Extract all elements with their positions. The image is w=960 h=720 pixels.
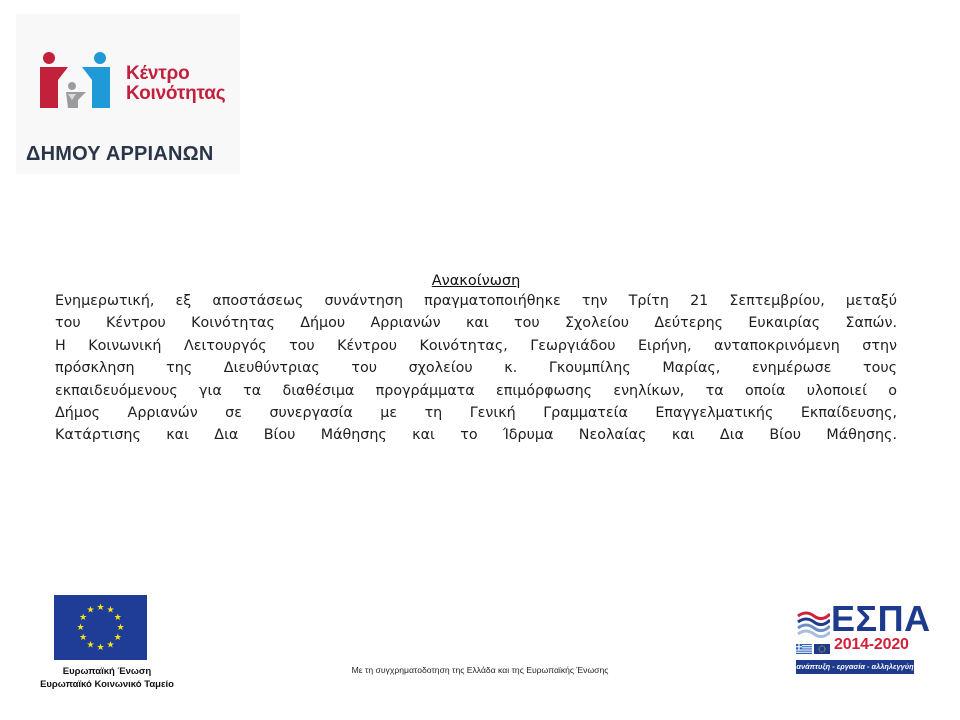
- community-center-logo-icon: [38, 50, 112, 112]
- announcement-title: Ανακοίνωση: [431, 273, 521, 289]
- eu-caption: [12, 665, 202, 691]
- greek-flag-icon: [796, 644, 812, 654]
- svg-text:★: ★: [96, 603, 105, 613]
- svg-text:★: ★: [79, 633, 88, 643]
- eu-mini-flag-icon: [814, 644, 830, 654]
- announcement-body: [55, 290, 897, 447]
- eu-caption-line-2: Ευρωπαϊκό Κοινωνικό Ταμείο: [40, 679, 174, 690]
- announcement: [55, 272, 897, 447]
- svg-text:★: ★: [106, 605, 115, 616]
- svg-text:★: ★: [86, 640, 95, 651]
- eu-flag-icon: [54, 595, 147, 660]
- logo-line-2: Κοινότητας: [126, 83, 226, 104]
- announcement-line: Κατάρτισης και Δια Βίου Μάθησης και το Ίδρυμα Νεολαίας και Δια Βίου Μάθησης.: [55, 427, 897, 444]
- svg-text:★: ★: [113, 613, 122, 623]
- municipality-heading: ΔΗΜΟΥ ΑΡΡΙΑΝΩΝ: [26, 143, 214, 165]
- announcement-line: του Κέντρου Κοινότητας Δήμου Αρριανών και του Σχολείου Δεύτερης Ευκαιρίας Σαπών.: [55, 315, 897, 332]
- espa-logo: [796, 598, 931, 680]
- logo-wordmark: [126, 64, 225, 104]
- svg-text:★: ★: [96, 643, 105, 653]
- svg-text:★: ★: [113, 633, 122, 643]
- espa-waves-icon: [796, 608, 830, 638]
- eu-caption-line-1: Ευρωπαϊκή Ένωση: [62, 666, 152, 677]
- announcement-line: Δήμος Αρριανών σε συνεργασία με τη Γενική Γραμματεία Επαγγελματικής Εκπαίδευσης,: [55, 405, 897, 422]
- announcement-line: Η Κοινωνική Λειτουργός του Κέντρου Κοινότητας, Γεωργιάδου Ειρήνη, ανταποκρινόμενη στην: [55, 337, 897, 354]
- announcement-line: πρόσκληση της Διευθύντριας του σχολείου κ. Γκουμπίλης Μαρίας, ενημέρωσε τους: [55, 360, 897, 377]
- cofunding-note: Με τη συγχρηματοδοτηση της Ελλάδα και της Ευρωπαϊκής Ένωσης: [351, 665, 609, 675]
- espa-title: ΕΣΠΑ: [831, 598, 931, 639]
- announcement-line: Ενημερωτική, εξ αποστάσεως συνάντηση πραγματοποιήθηκε την Τρίτη 21 Σεπτεμβρίου, μεταξύ: [55, 293, 897, 309]
- espa-years: 2014-2020: [834, 636, 909, 653]
- announcement-line: εκπαιδευόμενους για τα διαθέσιμα προγράμματα επιμόρφωσης ενηλίκων, τα οποία υλοποιεί ο: [55, 382, 897, 399]
- svg-text:★: ★: [86, 605, 95, 616]
- svg-text:★: ★: [79, 613, 88, 623]
- svg-text:★: ★: [116, 623, 125, 633]
- svg-text:★: ★: [76, 623, 85, 633]
- svg-text:★: ★: [106, 640, 115, 651]
- espa-tagline: ανάπτυξη - εργασία - αλληλεγγύη: [796, 660, 914, 674]
- logo-line-1: Κέντρο: [126, 63, 190, 84]
